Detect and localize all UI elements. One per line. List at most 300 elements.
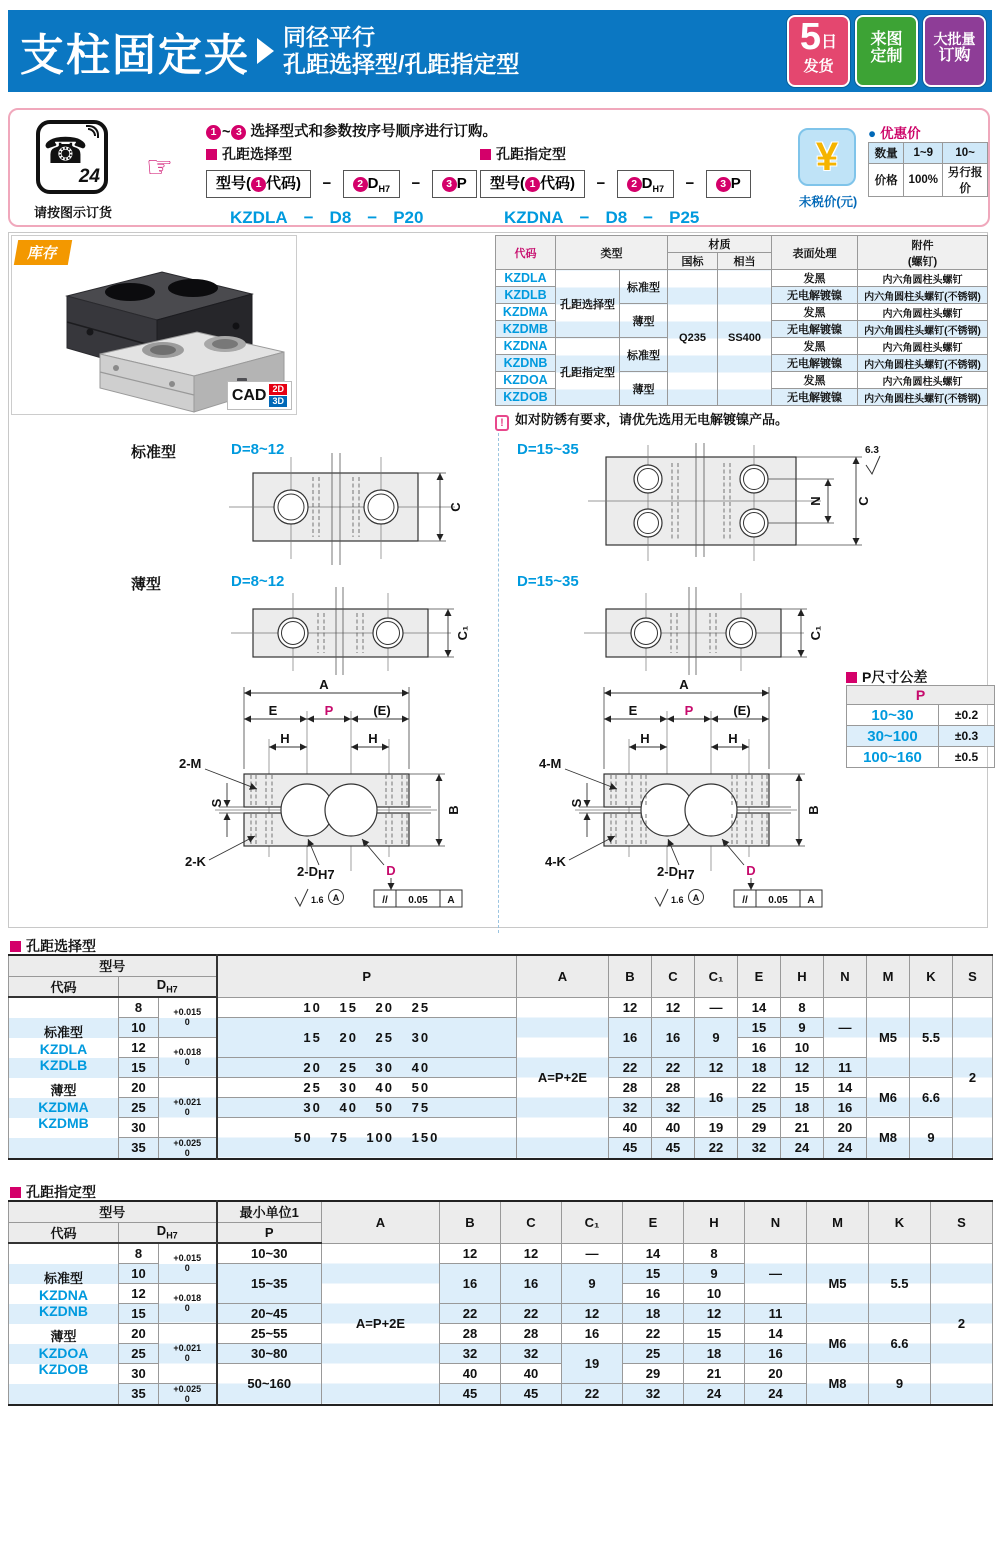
code-KZDOB[interactable]: KZDOB (496, 389, 556, 406)
drawing-standard-large (566, 441, 896, 569)
product-photo (11, 235, 297, 415)
dim-C: C (448, 502, 463, 512)
cell-s: 2 (953, 997, 993, 1159)
stock-badge: 库存 (14, 240, 72, 265)
label-d-8-12: D=8~12 (231, 573, 285, 590)
cell-c: 40 (652, 1117, 695, 1137)
cell-n: 11 (824, 1057, 867, 1077)
dim-H: H (728, 731, 738, 746)
label-D: D (386, 863, 396, 878)
dim-C1: C₁ (455, 625, 470, 641)
h-A: A (322, 1201, 440, 1243)
h-N: N (745, 1201, 807, 1243)
screw-cell: 内六角圆柱头螺钉(不锈钢) (858, 287, 988, 304)
magenta-square-icon (206, 149, 217, 160)
badge-custom-drawing: 来图 定制 (855, 15, 918, 87)
cell-e: 22 (738, 1077, 781, 1097)
cell-a-formula: A=P+2E (322, 1243, 440, 1405)
instruction-text: 选择型式和参数按序号顺序进行订购。 (250, 124, 497, 140)
cell-n: 24 (745, 1383, 807, 1405)
label-2K: 2-K (185, 854, 206, 869)
datum-A-icon: A (332, 893, 340, 903)
tolerance-datum: A (447, 895, 455, 906)
dim-E-paren: (E) (373, 703, 391, 718)
cell-b: 16 (609, 1017, 652, 1057)
dim-E: E (268, 703, 278, 718)
tax-note: 未税价(元) (798, 195, 858, 209)
drawing-section-2hole (159, 669, 495, 917)
parallelism-symbol: // (382, 895, 388, 906)
code-KZDNA[interactable]: KZDNA (39, 1286, 88, 1303)
cell-n: 11 (745, 1303, 807, 1323)
arrow-right-icon (257, 38, 274, 64)
cell-b: 32 (609, 1097, 652, 1117)
anti-rust-note: ! 如对防锈有要求，请优先选用无电解镀镍产品。 (495, 409, 788, 431)
label-D: D (746, 863, 756, 878)
magenta-square-icon (846, 672, 857, 683)
cell-e: 14 (623, 1243, 684, 1263)
code-KZDLB[interactable]: KZDLB (39, 1056, 88, 1073)
badge-5-number: 5 (799, 16, 822, 58)
h-B: B (440, 1201, 501, 1243)
cell-e: 22 (623, 1323, 684, 1343)
surface-cell: 无电解镀镍 (772, 287, 858, 304)
screw-cell: 内六角圆柱头螺钉(不锈钢) (858, 355, 988, 372)
price-label: 价格 (869, 164, 904, 197)
surface-cell: 发黑 (772, 270, 858, 287)
h-H: H (781, 955, 824, 997)
dim-S: S (209, 798, 224, 808)
code-KZDNA[interactable]: KZDNA (496, 338, 556, 355)
cell-h: 9 (781, 1017, 824, 1037)
surface-cell: 无电解镀镍 (772, 355, 858, 372)
code-KZDMA[interactable]: KZDMA (38, 1098, 89, 1115)
cell-d: 25 (119, 1343, 159, 1363)
cell-e: 14 (738, 997, 781, 1017)
cad-2d-badge[interactable]: 2D (269, 384, 287, 395)
p-range: 100~160 (847, 747, 939, 768)
badge-bulk-order: 大批量 订购 (923, 15, 986, 87)
dim-C: C (856, 496, 871, 506)
price-2: 另行报价 (943, 164, 988, 197)
h-C1: C₁ (695, 955, 738, 997)
cell-e: 18 (738, 1057, 781, 1077)
h-S: S (931, 1201, 993, 1243)
cell-p: 15 20 25 30 (217, 1017, 517, 1057)
circled-number-3: 3 (231, 125, 246, 140)
cell-tol: +0.025 0 (159, 1383, 217, 1405)
header-badges (787, 15, 986, 87)
phone-icon (36, 120, 108, 194)
spec-h-type: 类型 (556, 236, 668, 270)
cell-tol: +0.021 0 (159, 1077, 217, 1137)
dim-N: N (808, 496, 823, 506)
cell-n: 20 (824, 1117, 867, 1137)
cell-h: 18 (684, 1343, 745, 1363)
cell-h: 10 (781, 1037, 824, 1057)
p-box: 3 P (432, 170, 477, 198)
cell-tol: +0.015 0 (159, 1243, 217, 1283)
code-KZDMA[interactable]: KZDMA (496, 304, 556, 321)
cell-n: 14 (745, 1323, 807, 1343)
magenta-square-icon (10, 941, 21, 952)
cell-d: 10 (119, 1263, 159, 1283)
dimension-table-specify (8, 1200, 993, 1406)
type-select: 孔距选择型 (556, 270, 620, 338)
cell-c: 28 (652, 1077, 695, 1097)
p-tol-value: ±0.5 (939, 747, 995, 768)
cell-c: 32 (501, 1343, 562, 1363)
subtype-thin: 薄型 (620, 304, 668, 338)
spec-table (495, 235, 988, 406)
dim-A: A (319, 677, 329, 692)
cell-m: M6 (867, 1077, 910, 1117)
label-d-15-35: D=15~35 (517, 441, 579, 458)
drawing-thin-small (213, 585, 471, 677)
cell-p: 25~55 (217, 1323, 322, 1343)
cad-download-badge[interactable] (227, 381, 292, 410)
cell-h: 8 (684, 1243, 745, 1263)
cell-c: 32 (652, 1097, 695, 1117)
cell-h: 9 (684, 1263, 745, 1283)
label-4K: 4-K (545, 854, 566, 869)
screw-cell: 内六角圆柱头螺钉 (858, 338, 988, 355)
code-KZDMB[interactable]: KZDMB (38, 1114, 89, 1131)
cell-e: 32 (623, 1383, 684, 1405)
cell-p: 25 30 40 50 (217, 1077, 517, 1097)
price-table (868, 142, 988, 197)
qty-range-2: 10~ (943, 143, 988, 164)
cell-d: 20 (119, 1077, 159, 1097)
p-tol-value: ±0.2 (939, 705, 995, 726)
table2-title: 孔距指定型 (10, 1182, 96, 1202)
h-min-unit: 最小单位1 (217, 1201, 322, 1222)
cell-c1: 16 (562, 1323, 623, 1343)
cell-e: 29 (738, 1117, 781, 1137)
cell-e: 18 (623, 1303, 684, 1323)
cell-c: 45 (652, 1137, 695, 1159)
h-code: 代码 (9, 1222, 119, 1243)
material-equiv: SS400 (718, 270, 772, 406)
code-KZDLA[interactable]: KZDLA (39, 1040, 88, 1057)
p-tolerance-title: P尺寸公差 (846, 667, 927, 687)
label-2-DH7: 2-DH7 (657, 864, 695, 882)
cell-b: 40 (609, 1117, 652, 1137)
cell-d: 15 (119, 1303, 159, 1323)
code-KZDLA[interactable]: KZDLA (496, 270, 556, 287)
cell-n: 24 (824, 1137, 867, 1159)
h-A: A (517, 955, 609, 997)
code-KZDOA[interactable]: KZDOA (38, 1344, 89, 1361)
telephone-glyph: ☎ (43, 130, 88, 171)
screw-cell: 内六角圆柱头螺钉 (858, 372, 988, 389)
code-KZDNB[interactable]: KZDNB (496, 355, 556, 372)
dim-E: E (628, 703, 638, 718)
screw-cell: 内六角圆柱头螺钉 (858, 270, 988, 287)
example-part-number: KZDNA − D8 − P25 (504, 208, 700, 227)
cell-e: 25 (623, 1343, 684, 1363)
cell-h: 10 (684, 1283, 745, 1303)
cell-n: — (824, 997, 867, 1057)
cell-d: 35 (119, 1383, 159, 1405)
h-model: 型号 (9, 955, 217, 976)
cell-b: 28 (440, 1323, 501, 1343)
label-standard-type: 标准型 (131, 444, 177, 461)
cell-c: 28 (501, 1323, 562, 1343)
cell-b: 32 (440, 1343, 501, 1363)
cell-b: 40 (440, 1363, 501, 1383)
cell-b: 45 (440, 1383, 501, 1405)
table1-title: 孔距选择型 (10, 936, 96, 956)
cell-c1: 19 (695, 1117, 738, 1137)
cell-c1: — (695, 997, 738, 1017)
surface-cell: 发黑 (772, 304, 858, 321)
cell-c: 22 (652, 1057, 695, 1077)
cell-h: 24 (684, 1383, 745, 1405)
example-part-number: KZDLA − D8 − P20 (230, 208, 424, 227)
phone-caption: 请按图示订货 (33, 205, 112, 220)
h-P: P (217, 955, 517, 997)
model-code-box: 型号( 1 代码) (480, 170, 585, 198)
cell-c1: 19 (562, 1343, 623, 1383)
h-B: B (609, 955, 652, 997)
cell-p: 30~80 (217, 1343, 322, 1363)
cell-h: 12 (684, 1303, 745, 1323)
dim-S: S (569, 798, 584, 808)
cell-c: 45 (501, 1383, 562, 1405)
cell-tol: +0.015 0 (159, 997, 217, 1037)
cell-k: 6.6 (869, 1323, 931, 1363)
cell-n: 16 (824, 1097, 867, 1117)
h-E: E (623, 1201, 684, 1243)
badge-day-unit: 日 (821, 34, 838, 51)
material-gb: Q235 (668, 270, 718, 406)
code-KZDMB[interactable]: KZDMB (496, 321, 556, 338)
cell-k: 9 (869, 1363, 931, 1405)
dim-E-paren: (E) (733, 703, 751, 718)
cell-d: 20 (119, 1323, 159, 1343)
cell-s: 2 (931, 1243, 993, 1405)
page-header (8, 10, 992, 92)
p-box: 3 P (706, 170, 751, 198)
group-hole-pitch-specify: 孔距指定型 型号( 1 代码) − 2 $D_{H7} - 3$ P KZDNA − D8 − P25 (480, 144, 780, 228)
dim-B: B (446, 805, 461, 815)
cad-label: CAD (231, 386, 267, 404)
ordering-panel (8, 108, 990, 227)
cell-d: 30 (119, 1117, 159, 1137)
cell-b: 45 (609, 1137, 652, 1159)
subtype-standard: 标准型 (620, 338, 668, 372)
bullet-icon: ● (868, 126, 877, 141)
h-E: E (738, 955, 781, 997)
signal-wave-icon (86, 125, 99, 138)
dim-C1: C₁ (808, 625, 823, 641)
h-M: M (867, 955, 910, 997)
cell-c: 12 (652, 997, 695, 1017)
cell-d: 12 (119, 1037, 159, 1057)
dim-P: P (684, 703, 694, 718)
cad-3d-badge[interactable]: 3D (269, 396, 287, 407)
cell-k: 5.5 (869, 1243, 931, 1323)
cell-p: 50~160 (217, 1363, 322, 1405)
cell-c1: 9 (562, 1263, 623, 1303)
dim-B: B (806, 805, 821, 815)
code-KZDLB[interactable]: KZDLB (496, 287, 556, 304)
h-model: 型号 (9, 1201, 217, 1222)
cell-m: M8 (867, 1117, 910, 1159)
cell-d: 25 (119, 1097, 159, 1117)
cell-c: 16 (501, 1263, 562, 1303)
cell-a-formula: A=P+2E (517, 997, 609, 1159)
d-box: 2 $D_{H7}$ (617, 170, 674, 198)
phone-24-label: 24 (78, 166, 100, 187)
cell-c: 16 (652, 1017, 695, 1057)
cell-e: 15 (738, 1017, 781, 1037)
cell-c1: 22 (562, 1383, 623, 1405)
surface-finish-1-6: 1.6 (311, 895, 324, 905)
cell-m: M5 (807, 1243, 869, 1323)
cell-b: 22 (609, 1057, 652, 1077)
surface-finish-1-6: 1.6 (671, 895, 684, 905)
surface-cell: 无电解镀镍 (772, 389, 858, 406)
cell-e: 16 (738, 1037, 781, 1057)
subtitle-line2: 孔距选择型/孔距指定型 (283, 51, 520, 77)
cell-d: 10 (119, 1017, 159, 1037)
cell-h: 8 (781, 997, 824, 1017)
dim-H: H (368, 731, 378, 746)
cell-m: M5 (867, 997, 910, 1077)
spec-h-material: 材质 (668, 236, 772, 253)
cell-e: 25 (738, 1097, 781, 1117)
spec-h-surface: 表面处理 (772, 236, 858, 270)
cell-e: 29 (623, 1363, 684, 1383)
cell-p: 10~30 (217, 1243, 322, 1263)
cell-e: 32 (738, 1137, 781, 1159)
discount-price-title: ● 优惠价 (868, 126, 921, 141)
code-KZDNB[interactable]: KZDNB (39, 1302, 88, 1319)
datum-A-icon: A (692, 893, 700, 903)
subtype-thin: 薄型 (620, 372, 668, 406)
cell-c1: 9 (695, 1017, 738, 1057)
cell-d: 15 (119, 1057, 159, 1077)
page-title: 支柱固定夹 (20, 31, 250, 80)
parallelism-symbol: // (742, 895, 748, 906)
magenta-square-icon (10, 1187, 21, 1198)
h-M: M (807, 1201, 869, 1243)
label-2M: 2-M (179, 756, 202, 771)
cell-c: 22 (501, 1303, 562, 1323)
cell-h: 24 (781, 1137, 824, 1159)
surface-cell: 无电解镀镍 (772, 321, 858, 338)
group-hole-pitch-select: 孔距选择型 型号( 1 代码) − 2 $D_{H7} - 3$ P KZDLA − D8 − P20 (206, 144, 506, 228)
dim-H: H (640, 731, 650, 746)
screw-cell: 内六角圆柱头螺钉(不锈钢) (858, 321, 988, 338)
cell-tol: +0.018 0 (159, 1037, 217, 1077)
cell-h: 12 (781, 1057, 824, 1077)
cell-c: 40 (501, 1363, 562, 1383)
cell-b: 16 (440, 1263, 501, 1303)
spec-h-code: 代码 (496, 236, 556, 270)
h-K: K (869, 1201, 931, 1243)
p-tolerance-table (846, 685, 995, 768)
h-C: C (501, 1201, 562, 1243)
tolerance-value: 0.05 (768, 895, 788, 906)
model-code-box: 型号( 1 代码) (206, 170, 311, 198)
h-K: K (910, 955, 953, 997)
dim-P: P (324, 703, 334, 718)
dimension-table-select (8, 954, 993, 1160)
cell-p: 20~45 (217, 1303, 322, 1323)
qty-range-1: 1~9 (904, 143, 943, 164)
badge-ship-label: 发货 (803, 58, 834, 75)
cell-b: 28 (609, 1077, 652, 1097)
cell-c1: — (562, 1243, 623, 1263)
cell-p: 30 40 50 75 (217, 1097, 517, 1117)
cell-e: 15 (623, 1263, 684, 1283)
cell-d: 30 (119, 1363, 159, 1383)
type-specify: 孔距指定型 (556, 338, 620, 406)
page-subtitle (283, 24, 519, 78)
code-list-cell: 标准型 KZDLA KZDLB 薄型 KZDMA KZDMB (9, 997, 119, 1159)
surface-cell: 发黑 (772, 372, 858, 389)
h-N: N (824, 955, 867, 997)
drawing-section-4hole (519, 669, 855, 917)
cell-n: 20 (745, 1363, 807, 1383)
cell-b: 22 (440, 1303, 501, 1323)
cell-n: 16 (745, 1343, 807, 1363)
d-box: 2 $D_{H7}$ (343, 170, 400, 198)
cell-k: 9 (910, 1117, 953, 1159)
tolerance-value: 0.05 (408, 895, 428, 906)
cell-c1: 12 (562, 1303, 623, 1323)
qty-label: 数量 (869, 143, 904, 164)
h-DH7: $D_{H7}$ (119, 976, 217, 997)
cell-c1: 12 (695, 1057, 738, 1077)
cell-c1: 16 (695, 1077, 738, 1117)
cell-k: 5.5 (910, 997, 953, 1077)
cell-p: 50 75 100 150 (217, 1117, 517, 1159)
ordering-instruction: 1 ~ 3 选择型式和参数按序号顺序进行订购。 (206, 120, 497, 141)
cell-h: 21 (684, 1363, 745, 1383)
cell-tol: +0.025 0 (159, 1137, 217, 1159)
magenta-square-icon (480, 149, 491, 160)
code-KZDOA[interactable]: KZDOA (496, 372, 556, 389)
cell-h: 15 (684, 1323, 745, 1343)
surface-finish-6-3: 6.3 (865, 445, 879, 456)
cell-n: 14 (824, 1077, 867, 1097)
subtitle-line1: 同径平行 (283, 23, 375, 50)
code-KZDOB[interactable]: KZDOB (38, 1360, 89, 1377)
p-range: 10~30 (847, 705, 939, 726)
cell-b: 12 (440, 1243, 501, 1263)
cell-h: 15 (781, 1077, 824, 1097)
surface-cell: 发黑 (772, 338, 858, 355)
cell-m: M8 (807, 1363, 869, 1405)
group-title: 孔距指定型 (496, 146, 566, 162)
spec-h-equiv: 相当 (718, 253, 772, 270)
cell-d: 35 (119, 1137, 159, 1159)
cell-h: 18 (781, 1097, 824, 1117)
h-S: S (953, 955, 993, 997)
label-d-8-12: D=8~12 (231, 441, 285, 458)
h-H: H (684, 1201, 745, 1243)
info-icon: ! (495, 415, 509, 431)
cell-p: 20 25 30 40 (217, 1057, 517, 1077)
spec-h-gb: 国标 (668, 253, 718, 270)
cell-d: 8 (119, 1243, 159, 1263)
circled-number-1: 1 (206, 125, 221, 140)
screw-cell: 内六角圆柱头螺钉(不锈钢) (858, 389, 988, 406)
